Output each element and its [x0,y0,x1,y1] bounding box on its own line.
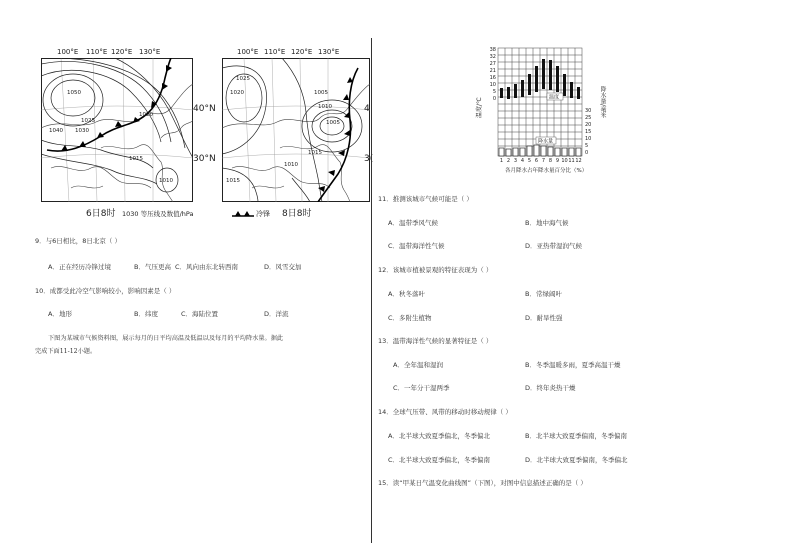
month-tick: 10 [561,158,568,164]
map-left-lat-30: 30°N [193,154,216,164]
isobar-label: 1040 [49,128,63,134]
q9-option-c: C．风向由东北转西南 [175,263,239,271]
q14-stem: 14．全球气压带、风带的移动时移动规律（ ） [378,408,512,416]
column-divider [371,38,372,543]
map-right-lon-110: 110°E [264,48,286,56]
isobar-label: 1015 [226,178,240,184]
month-tick: 11 [568,158,575,164]
q12-option-d: D．耐旱性强 [525,314,563,322]
isobar-label: 1025 [236,76,250,82]
q10-stem: 10．成都受此冷空气影响较小，影响因素是（ ） [35,287,176,295]
q9-option-b: B．气压更高 [134,263,171,271]
temp-tick: 38 [489,47,496,53]
temp-tick: 0 [492,96,496,102]
map-right-lon-130: 130°E [318,48,340,56]
temp-tick: 5 [492,89,496,95]
isobar-label: 1010 [284,162,298,168]
q12-stem: 12．该城市植被景观的特征表现为（ ） [378,266,493,274]
q9-stem: 9．与6日相比，8日北京（ ） [35,237,121,245]
isobar-label: 1015 [129,156,143,162]
map-left-lat-40: 40°N [193,104,216,114]
month-tick: 7 [541,158,546,164]
map-left-lon-130: 130°E [139,48,161,56]
cold-front-legend-icon [232,210,254,218]
map-left-lon-120: 120°E [111,48,133,56]
isobar-label: 1020 [139,112,153,118]
map-left-lon-110: 110°E [86,48,108,56]
map-right-lat-30: 3( [364,154,374,164]
map-left-lon-100: 100°E [57,48,79,56]
isobar-label: 1020 [230,90,244,96]
q10-option-a: A．地形 [48,310,72,318]
intro-line-1: 下图为某城市气候资料图，展示每月的日平均高温及低温以及每月的平均降水量。据此 [48,335,284,342]
precip-tick: 10 [585,136,592,142]
map-right-canvas [222,58,370,202]
isobar-label: 1010 [318,104,332,110]
temp-tick: 10 [489,82,496,88]
q15-stem: 15．读“甲某日气温变化曲线图”（下图），对图中信息描述正确的是（ ） [378,479,587,487]
isobar-label: 1050 [67,90,81,96]
q9-option-a: A．正在经历冷锋过境 [48,263,111,271]
q13-option-c: C．一年分干湿两季 [393,384,450,392]
q11-option-a: A．温带季风气候 [388,219,438,227]
month-tick: 2 [506,158,511,164]
precip-tick: 15 [585,129,592,135]
chart-footer: 各月降水占年降水量百分比（%） [505,168,588,174]
q10-option-b: B．纬度 [134,310,158,318]
month-tick: 4 [520,158,525,164]
temp-axis-label: 温度/℃ [476,97,483,118]
q10-option-d: D．洋流 [264,310,289,318]
q14-option-c: C．北半球大致夏季偏北，冬季偏南 [388,456,491,464]
q12-option-c: C．多附生植物 [388,314,432,322]
q11-option-c: C．温带海洋性气候 [388,242,445,250]
precip-tick: 0 [585,150,589,156]
climate-chart-canvas [484,44,600,166]
precip-tick: 25 [585,115,592,121]
map-left-canvas [41,58,193,202]
q13-option-d: D．终年炎热干燥 [525,384,576,392]
month-tick: 5 [527,158,532,164]
q14-option-d: D．北半球大致夏季偏南，冬季偏北 [525,456,628,464]
temp-tick: 16 [489,75,496,81]
temp-tick: 27 [489,61,496,67]
legend-front-label: 冷锋 [256,210,270,218]
map-left-caption: 6日8时 [86,209,116,219]
q12-option-b: B．常绿阔叶 [525,290,562,298]
intro-line-2: 完成下面11-12小题。 [35,348,97,355]
q12-option-a: A．秋冬落叶 [388,290,425,298]
month-tick: 1 [499,158,504,164]
q13-option-b: B．冬季温暖多雨，夏季高温干燥 [525,361,621,369]
q13-stem: 13．温带海洋性气候的显著特征是（ ） [378,337,493,345]
map-right-lon-120: 120°E [291,48,313,56]
isobar-label: 1015 [308,150,322,156]
temp-tick: 21 [489,68,496,74]
isobar-label: 1025 [81,118,95,124]
q13-option-a: A．全年温和湿润 [393,361,443,369]
isobar-label: 1005 [314,90,328,96]
q14-option-b: B．北半球大致夏季偏南，冬季偏南 [525,432,627,440]
precip-axis-label: 降水量/毫米 [599,86,606,119]
temp-box-label: 温度 [549,94,560,101]
month-tick: 6 [534,158,539,164]
month-tick: 8 [548,158,553,164]
q14-option-a: A．北半球大致夏季偏北，冬季偏北 [388,432,490,440]
map-right-caption: 8日8时 [282,209,312,219]
q11-stem: 11．推测该城市气候可能是（ ） [378,195,473,203]
isobar-label: 1005 [326,120,340,126]
month-tick: 12 [575,158,582,164]
isobar-label: 1010 [159,178,173,184]
q11-option-b: B．地中海气候 [525,219,569,227]
month-tick: 3 [513,158,518,164]
q10-option-c: C．海陆位置 [181,310,219,318]
q11-option-d: D．亚热带湿润气候 [525,242,583,250]
map-right-lat-40: 4 [364,104,370,114]
q9-option-d: D．风雪交加 [264,263,302,271]
temp-tick: 32 [489,54,496,60]
legend-isobar-label: 1030 等压线及数值/hPa [122,210,194,218]
isobar-label: 1030 [75,128,89,134]
precip-tick: 30 [585,108,592,114]
precip-tick: 5 [585,143,589,149]
map-right-lon-100: 100°E [237,48,259,56]
month-tick: 9 [555,158,560,164]
precip-box-label: 降水量 [538,138,554,145]
precip-tick: 20 [585,122,592,128]
